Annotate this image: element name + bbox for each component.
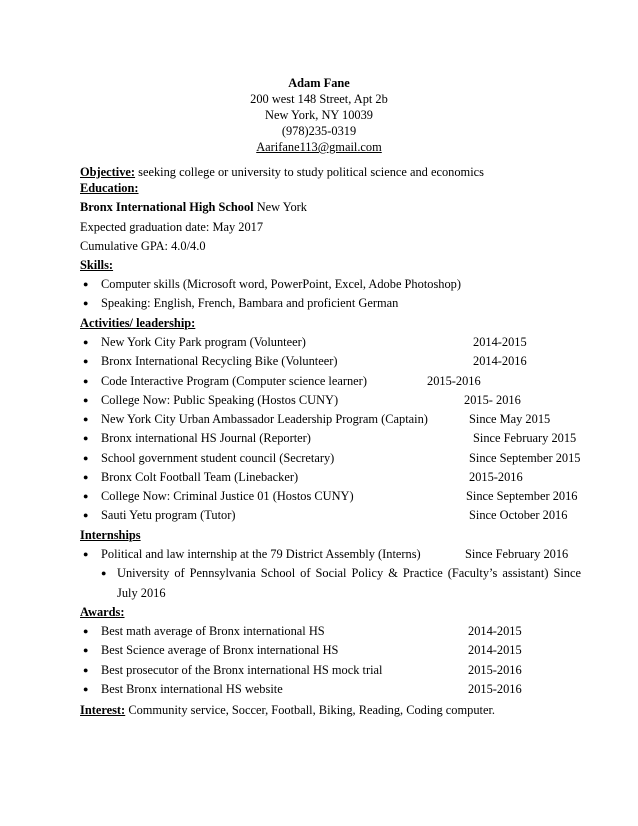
- award-item: [101, 623, 522, 639]
- activity-title: Bronx international HS Journal (Reporter): [101, 431, 311, 445]
- activity-date: Since September 2016: [466, 489, 578, 503]
- email-link[interactable]: Aarifane113@gmail.com: [256, 140, 382, 154]
- award-item: [101, 642, 522, 658]
- interest-heading: Interest:: [80, 703, 126, 717]
- activity-date: 2015- 2016: [464, 393, 521, 407]
- award-title: Best prosecutor of the Bronx international HS mock trial: [101, 663, 383, 677]
- activity-item: [101, 507, 568, 523]
- activity-title: New York City Park program (Volunteer): [101, 335, 306, 349]
- award-item: [101, 681, 522, 697]
- skill-item: ● Speaking: English, French, Bambara and proficient German: [101, 295, 398, 311]
- objective-line: [80, 164, 484, 180]
- activity-title: Sauti Yetu program (Tutor): [101, 508, 236, 522]
- activity-item: [101, 469, 523, 485]
- activity-date: Since October 2016: [469, 508, 568, 522]
- award-title: Best math average of Bronx international HS: [101, 624, 325, 638]
- internship-upenn-line2: July 2016: [117, 586, 166, 600]
- award-date: 2014-2015: [468, 643, 522, 657]
- activity-date: Since September 2015: [469, 451, 581, 465]
- school-line: [80, 199, 307, 215]
- activity-date: Since February 2015: [473, 431, 577, 445]
- street-address: 200 west 148 Street, Apt 2b: [250, 92, 388, 106]
- activity-date: Since May 2015: [469, 412, 551, 426]
- internships-heading: Internships: [80, 528, 141, 542]
- internship-item: [101, 546, 569, 562]
- interest-line: [80, 702, 495, 718]
- award-date: 2014-2015: [468, 624, 522, 638]
- activity-title: Code Interactive Program (Computer science learner): [101, 374, 367, 388]
- award-item: [101, 662, 522, 678]
- activity-date: 2015-2016: [427, 374, 481, 388]
- school-location: New York: [256, 200, 307, 214]
- activity-item: [101, 450, 581, 466]
- objective-heading: Objective:: [80, 165, 136, 179]
- activity-title: College Now: Criminal Justice 01 (Hostos CUNY): [101, 489, 354, 503]
- activity-item: [101, 334, 527, 350]
- activity-title: Bronx International Recycling Bike (Volunteer): [101, 354, 338, 368]
- activity-item: [101, 430, 577, 446]
- school-name: Bronx International High School: [80, 200, 254, 214]
- candidate-name: Adam Fane: [288, 76, 350, 90]
- activity-item: [101, 392, 521, 408]
- activity-title: College Now: Public Speaking (Hostos CUNY): [101, 393, 339, 407]
- activity-title: Bronx Colt Football Team (Linebacker): [101, 470, 299, 484]
- skill-item: ● Computer skills (Microsoft word, PowerPoint, Excel, Adobe Photoshop): [101, 276, 461, 292]
- activity-item: [101, 373, 481, 389]
- bullet-icon: ●: [101, 568, 107, 578]
- activity-item: [101, 488, 578, 504]
- activity-item: [101, 411, 551, 427]
- activities-heading: Activities/ leadership:: [80, 316, 196, 330]
- award-title: Best Bronx international HS website: [101, 682, 283, 696]
- resume-header: [0, 75, 638, 155]
- activity-title: New York City Urban Ambassador Leadership Program (Captain): [101, 412, 428, 426]
- internship-title: Political and law internship at the 79 District Assembly (Interns): [101, 547, 421, 561]
- city-state-zip: New York, NY 10039: [265, 108, 373, 122]
- activity-item: [101, 353, 527, 369]
- graduation-date: Expected graduation date: May 2017: [80, 220, 264, 234]
- phone-number: (978)235-0319: [281, 124, 357, 138]
- activity-date: 2015-2016: [469, 470, 523, 484]
- skills-heading: Skills:: [80, 258, 114, 272]
- award-date: 2015-2016: [468, 682, 522, 696]
- activity-date: 2014-2015: [473, 335, 527, 349]
- objective-text: seeking college or university to study political science and economics: [138, 165, 484, 179]
- activity-date: 2014-2016: [473, 354, 527, 368]
- activity-title: School government student council (Secretary): [101, 451, 335, 465]
- awards-heading: Awards:: [80, 605, 125, 619]
- education-heading: Education:: [80, 181, 139, 195]
- award-title: Best Science average of Bronx international HS: [101, 643, 339, 657]
- internship-upenn-line1: University of Pennsylvania School of Social Policy & Practice (Faculty’s assistant) Since: [117, 566, 581, 580]
- interest-text: Community service, Soccer, Football, Biking, Reading, Coding computer.: [128, 703, 496, 717]
- gpa: Cumulative GPA: 4.0/4.0: [80, 239, 206, 253]
- award-date: 2015-2016: [468, 663, 522, 677]
- internship-date: Since February 2016: [465, 547, 569, 561]
